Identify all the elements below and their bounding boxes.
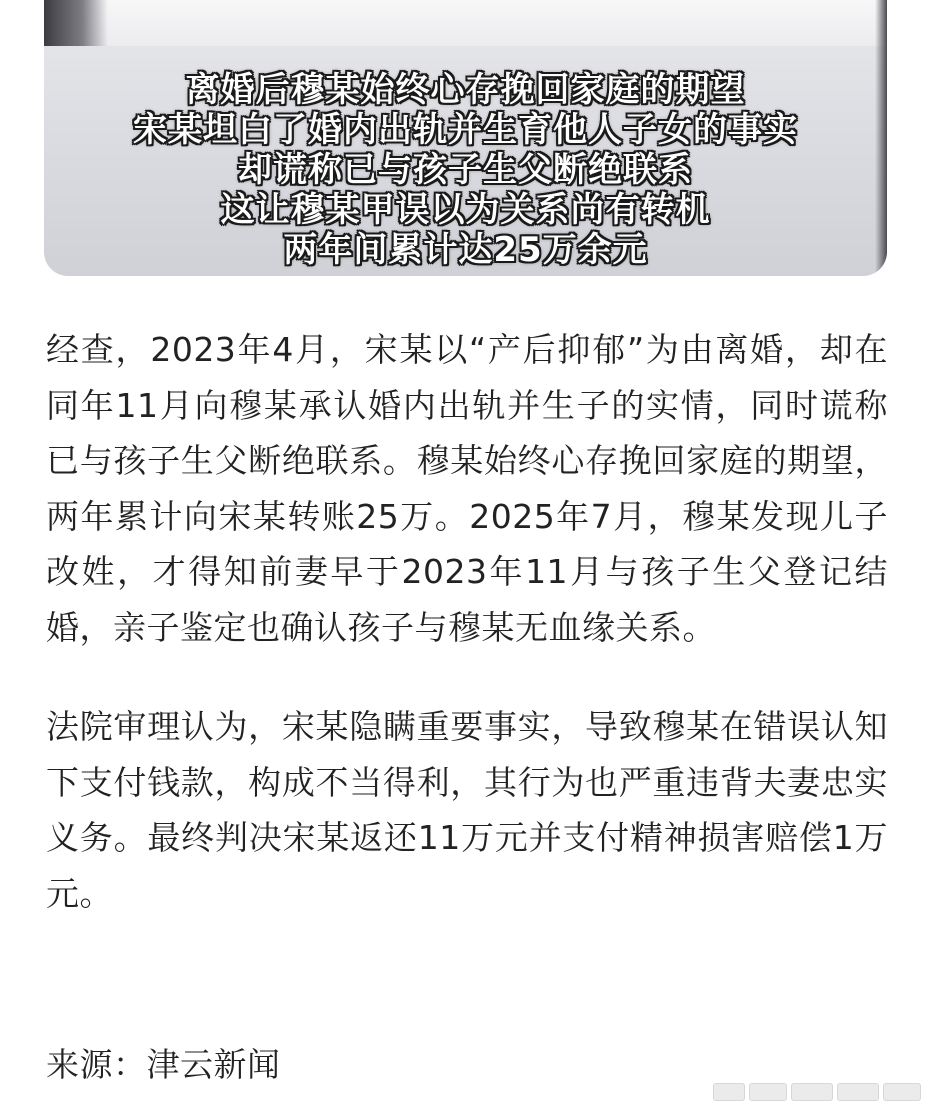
article-paragraph: 法院审理认为，宋某隐瞒重要事实，导致穆某在错误认知下支付钱款，构成不当得利，其行为也严重违背夫妻忠实义务。最终判决宋某返还11万元并支付精神损害赔偿1万元。: [46, 707, 888, 913]
subtitle-line: 两年间累计达25万余元: [283, 230, 648, 270]
article-paragraph: 经查，2023年4月，宋某以“产后抑郁”为由离婚，却在同年11月向穆某承认婚内出轨并生子的实情，同时谎称已与孩子生父断绝联系。穆某始终心存挽回家庭的期望，两年累计向宋某转账25万。2025年7月，穆某发现儿子改姓，才得知前妻早于2023年11月与孩子生父登记结婚，亲子鉴定也确认孩子与穆某无血缘关系。: [46, 330, 888, 647]
subtitle-line: 这让穆某甲误以为关系尚有转机: [220, 190, 711, 230]
article-source: 来源：津云新闻: [46, 1045, 281, 1084]
video-thumbnail[interactable]: [44, 0, 887, 276]
video-frame-top: [44, 0, 887, 46]
watermark: [713, 1077, 923, 1105]
video-subtitles: [44, 70, 887, 270]
video-frame-corner: [44, 0, 108, 46]
subtitle-line: 却谎称已与孩子生父断绝联系: [238, 150, 693, 190]
article-body: [46, 322, 888, 921]
subtitle-line: 宋某坦白了婚内出轨并生育他人子女的事实: [133, 110, 798, 150]
subtitle-line: 离婚后穆某始终心存挽回家庭的期望: [185, 70, 746, 110]
